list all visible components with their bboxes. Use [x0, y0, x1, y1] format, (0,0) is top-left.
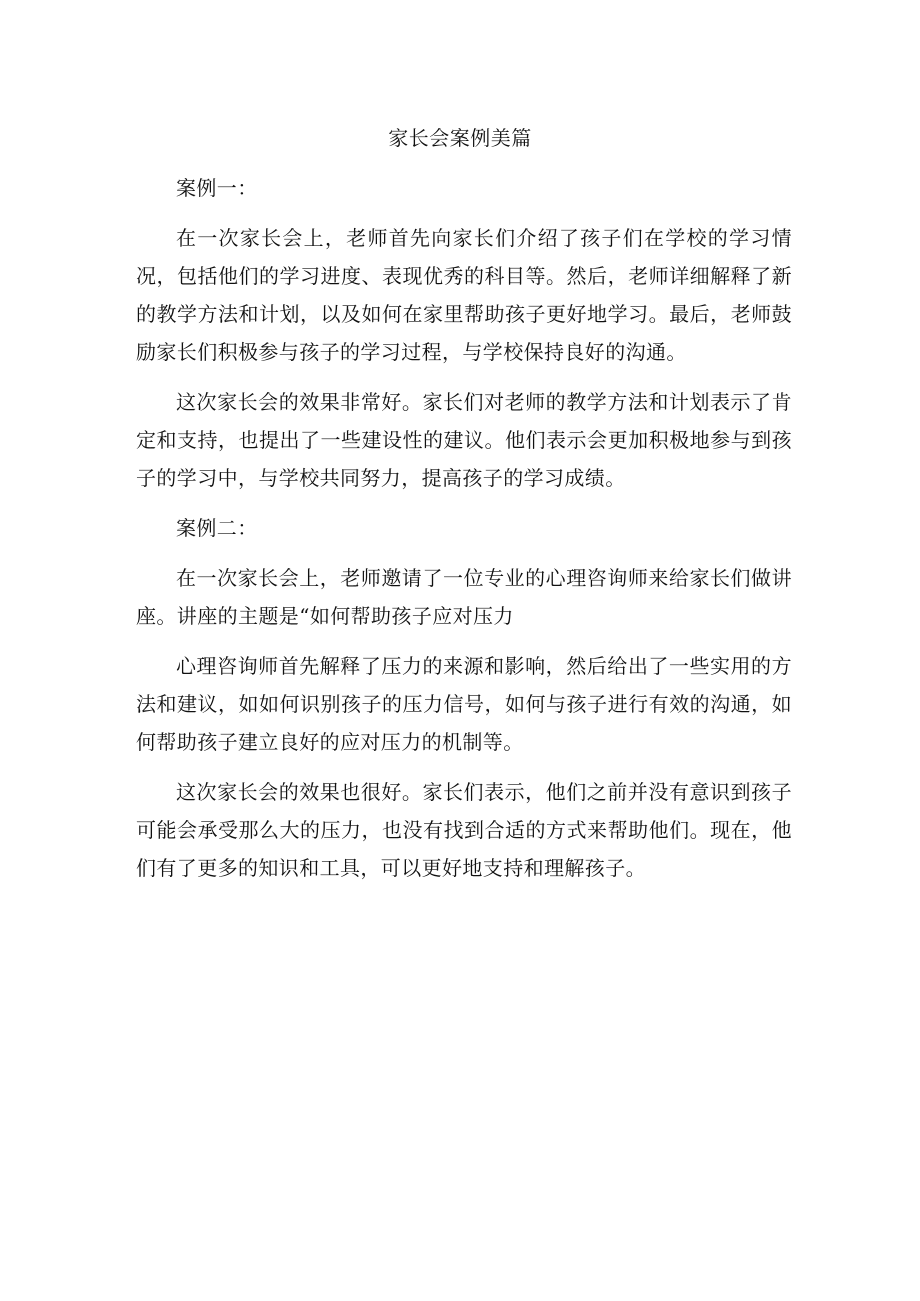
- case-two-heading: 案例二：: [176, 516, 258, 540]
- case-one-paragraph-2: 这次家长会的效果非常好。家长们对老师的教学方法和计划表示了肯定和支持，也提出了一些建设性的建议。他们表示会更加积极地参与到孩子的学习中，与学校共同努力，提高孩子的学习成绩。: [136, 390, 792, 490]
- case-one-paragraph-1: 在一次家长会上，老师首先向家长们介绍了孩子们在学校的学习情况，包括他们的学习进度、表现优秀的科目等。然后，老师详细解释了新的教学方法和计划，以及如何在家里帮助孩子更好地学习。最后，老师鼓励家长们积极参与孩子的学习过程，与学校保持良好的沟通。: [136, 226, 792, 364]
- case-two-paragraph-3: 这次家长会的效果也很好。家长们表示，他们之前并没有意识到孩子可能会承受那么大的压力，也没有找到合适的方式来帮助他们。现在，他们有了更多的知识和工具，可以更好地支持和理解孩子。: [136, 780, 792, 880]
- case-two-paragraph-1: 在一次家长会上，老师邀请了一位专业的心理咨询师来给家长们做讲座。讲座的主题是“如何帮助孩子应对压力: [136, 566, 792, 628]
- document-body: [136, 169, 792, 899]
- case-two-paragraph-2: 心理咨询师首先解释了压力的来源和影响，然后给出了一些实用的方法和建议，如如何识别孩子的压力信号，如何与孩子进行有效的沟通，如何帮助孩子建立良好的应对压力的机制等。: [136, 654, 792, 754]
- case-one-heading: 案例一：: [176, 176, 258, 200]
- document-title: 家长会案例美篇: [388, 126, 532, 150]
